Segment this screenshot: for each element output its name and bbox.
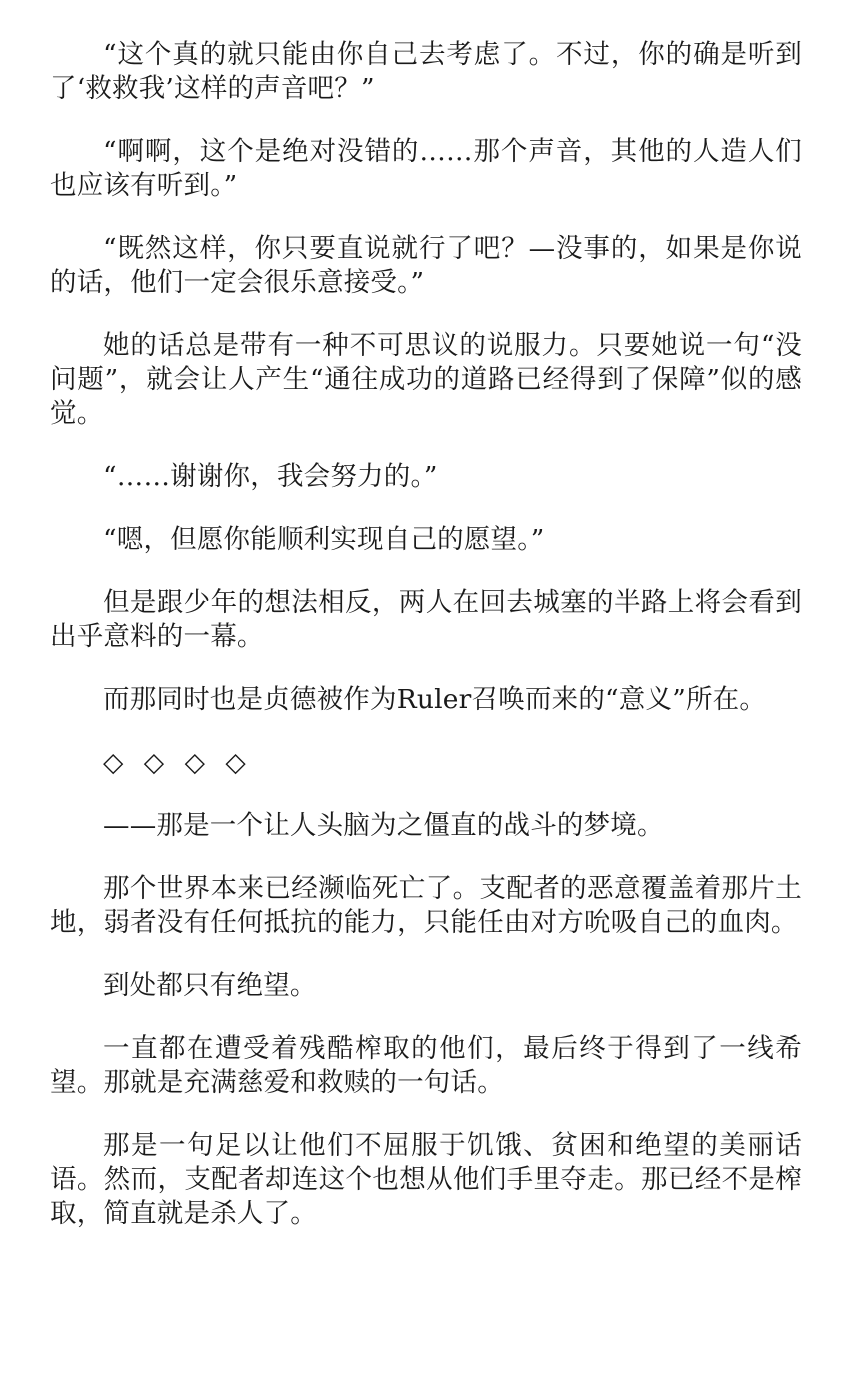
paragraph-dialogue: “……谢谢你，我会努力的。” [103,461,438,492]
paragraph-dialogue: “既然这样，你只要直说就行了吧？—没事的，如果是你说的话，他们一定会很乐意接受。” [50,233,802,298]
paragraph-narration: 但是跟少年的想法相反，两人在回去城塞的半路上将会看到出乎意料的一幕。 [50,587,802,652]
paragraph-narration: 她的话总是带有一种不可思议的说服力。只要她说一句“没问题”，就会让人产生“通往成功的道路已经得到了保障”似的感觉。 [50,330,802,429]
paragraph-dialogue: “啊啊，这个是绝对没错的……那个声音，其他的人造人们也应该有听到。” [50,136,802,201]
paragraph-narration: 到处都只有绝望。 [103,970,317,1001]
paragraph-narration: 那个世界本来已经濒临死亡了。支配者的恶意覆盖着那片土地，弱者没有任何抵抗的能力，只能任由对方吮吸自己的血肉。 [50,873,802,938]
paragraph-narration: ——那是一个让人头脑为之僵直的战斗的梦境。 [103,810,664,841]
paragraph-narration: 一直都在遭受着残酷榨取的他们，最后终于得到了一线希望。那就是充满慈爱和救赎的一句话。 [50,1033,802,1098]
scene-break-ornament: ◇ ◇ ◇ ◇ [103,747,252,778]
paragraph-narration: 那是一句足以让他们不屈服于饥饿、贫困和绝望的美丽话语。然而，支配者却连这个也想从他们手里夺走。那已经不是榨取，简直就是杀人了。 [50,1130,802,1229]
paragraph-dialogue: “嗯，但愿你能顺利实现自己的愿望。” [103,524,545,555]
paragraph-dialogue: “这个真的就只能由你自己去考虑了。不过，你的确是听到了‘救救我’这样的声音吧？” [50,39,802,104]
paragraph-narration: 而那同时也是贞德被作为Ruler召唤而来的“意义”所在。 [103,684,767,715]
novel-page [50,38,802,1260]
